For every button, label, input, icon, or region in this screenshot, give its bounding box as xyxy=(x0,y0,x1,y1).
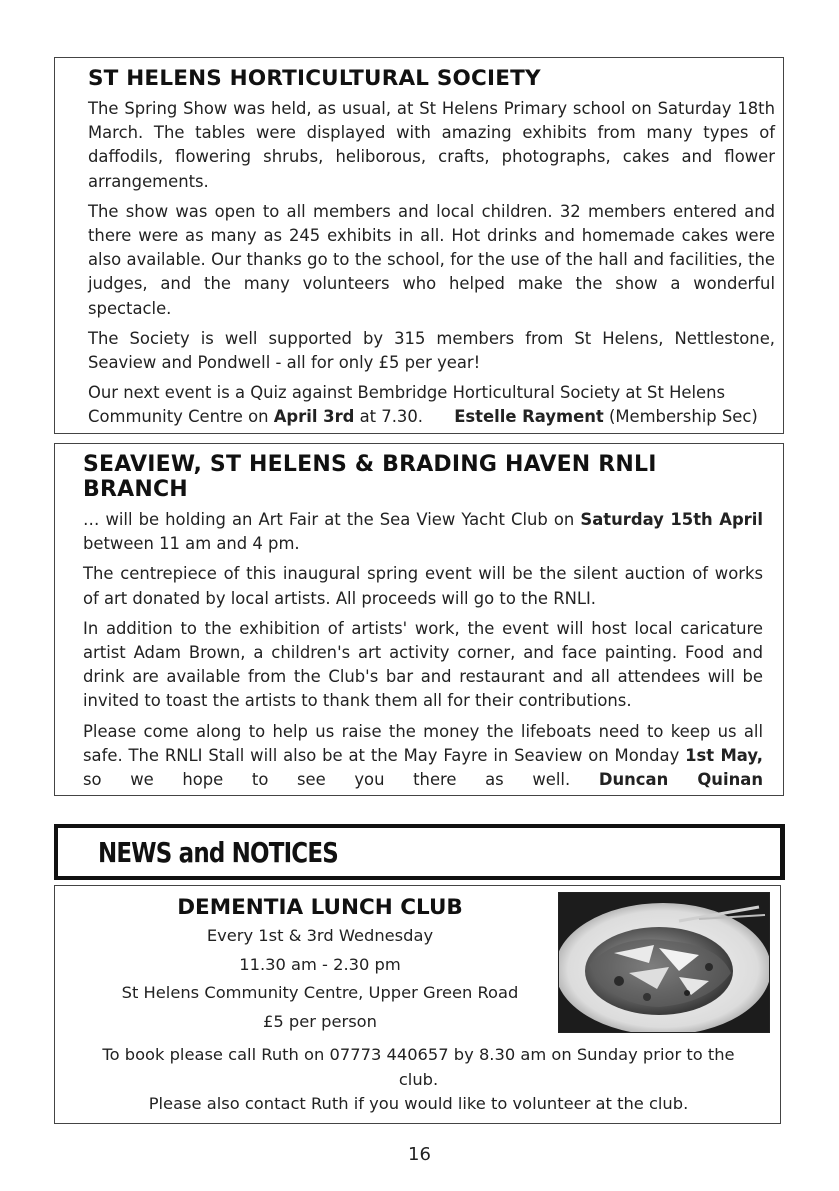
horticultural-paragraph-3: The Society is well supported by 315 members from St Helens, Nettlestone, Seaview and Pondwell - all for only £5 per year! xyxy=(88,328,775,373)
signature-role: (Membership Sec) xyxy=(608,407,758,427)
horticultural-title: ST HELENS HORTICULTURAL SOCIETY xyxy=(88,66,541,91)
horticultural-paragraph-4 xyxy=(88,381,795,429)
rnli-paragraph-3: In addition to the exhibition of artists' work, the event will host local caricature artist Adam Brown, a children's art activity corner, and face painting. Food and drink are available from the Club's bar and restaurant and all attendees will be invited to toast the artists to thank them all for their contributions. xyxy=(83,618,763,711)
rnli-paragraph-4 xyxy=(83,720,763,793)
rnli-paragraph-2: The centrepiece of this inaugural spring event will be the silent auction of works of art donated by local artists. All proceeds will go to the RNLI. xyxy=(83,564,763,608)
dementia-lunch-club-notice xyxy=(54,885,781,1124)
horticultural-paragraph-1: The Spring Show was held, as usual, at St Helens Primary school on Saturday 18th March. The tables were displayed with amazing exhibits from many types of daffodils, flowering shrubs, heliborous, crafts, photographs, cakes and flower arrangements. xyxy=(88,99,775,191)
news-notices-heading: NEWS and NOTICES xyxy=(98,836,338,869)
dementia-title: DEMENTIA LUNCH CLUB xyxy=(177,895,463,920)
horticultural-paragraph-2: The show was open to all members and local children. 32 members entered and there were as many as 245 exhibits in all. Hot drinks and homemade cakes were also available. Our thanks go to the school, for the use of the hall and facilities, the judges, and the many volunteers who helped make the show a wonderful spectacle. xyxy=(88,201,775,318)
salad-plate-image xyxy=(559,893,770,1033)
art-fair-hours: between 11 am and 4 pm. xyxy=(83,534,300,554)
art-fair-date: Saturday 15th April xyxy=(580,510,764,529)
dementia-schedule: Every 1st & 3rd Wednesday xyxy=(206,926,434,945)
dementia-venue: St Helens Community Centre, Upper Green Road xyxy=(121,983,519,1002)
art-fair-text: … will be holding an Art Fair at the Sea View Yacht Club on xyxy=(83,510,581,529)
rnli-signature: Duncan Quinan xyxy=(598,770,763,790)
next-event-date: April 3rd xyxy=(273,407,355,427)
signature-name: Estelle Rayment xyxy=(454,407,604,427)
fundraising-text: Please come along to help us raise the money the lifeboats need to keep us all safe. The RNLI Stall will also be at the May Fayre in Seaview on Monday xyxy=(83,721,763,765)
dementia-details xyxy=(85,886,555,1036)
page-number: 16 xyxy=(408,1144,431,1165)
dementia-volunteer: Please also contact Ruth if you would like to volunteer at the club. xyxy=(148,1094,689,1113)
dementia-booking: To book please call Ruth on 07773 440657 by 8.30 am on Sunday prior to the club. xyxy=(102,1045,735,1089)
may-fayre-date: 1st May, xyxy=(685,745,764,765)
dementia-time: 11.30 am - 2.30 pm xyxy=(239,954,401,974)
rnli-paragraph-1 xyxy=(83,508,763,556)
next-event-time: at 7.30. xyxy=(354,407,423,427)
rnli-title: SEAVIEW, ST HELENS & BRADING HAVEN RNLI BRANCH xyxy=(83,452,657,502)
next-event-text: Our next event is a Quiz against Bembridge Horticultural Society at St Helens Community Centre on xyxy=(88,383,726,427)
news-notices-banner xyxy=(54,824,785,880)
see-you-text: so we hope to see you there as well. xyxy=(83,770,571,790)
dementia-price: £5 per person xyxy=(263,1011,377,1031)
horticultural-society-article xyxy=(54,57,784,434)
dementia-contact xyxy=(55,1043,782,1117)
rnli-branch-article xyxy=(54,443,784,796)
salad-plate-photo xyxy=(558,892,770,1033)
